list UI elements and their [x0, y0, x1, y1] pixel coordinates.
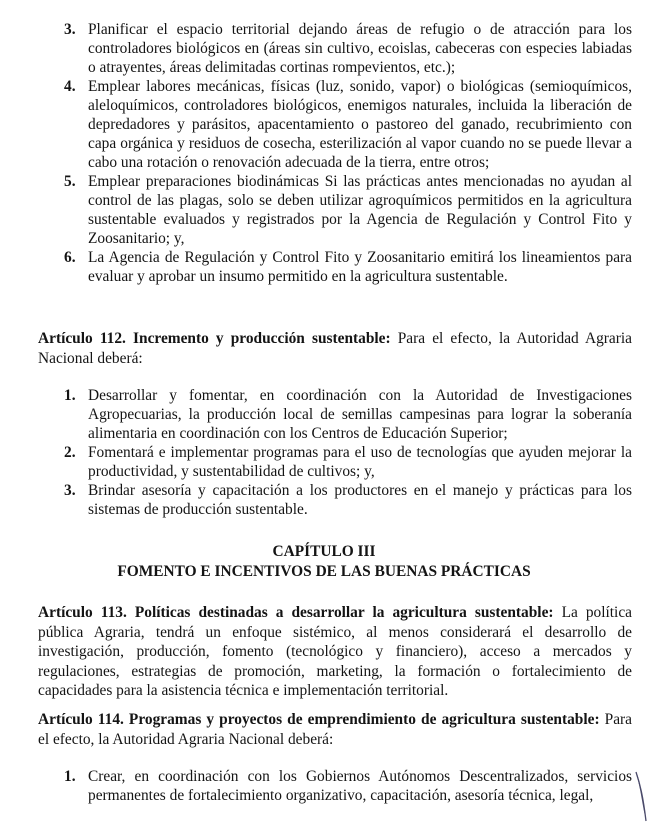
item-number: 6.: [64, 249, 76, 266]
item-number: 1.: [64, 387, 76, 404]
chapter-number: CAPÍTULO III: [272, 543, 376, 560]
item-number: 1.: [64, 768, 76, 785]
item-text: Planificar el espacio territorial dejando áreas de refugio o de atracción para los controladores biológicos en (áreas sin cultivo, ecoislas, cabeceras con especies labiadas o atrayentes, áreas delimitadas cortinas rompevientos, etc.);: [88, 21, 632, 76]
list-item: [40, 20, 632, 77]
list-item: [40, 77, 632, 172]
article-114-list: [40, 767, 632, 805]
list-item: [40, 767, 632, 805]
chapter-title: FOMENTO E INCENTIVOS DE LAS BUENAS PRÁCTICAS: [117, 563, 531, 580]
item-text: Crear, en coordinación con los Gobiernos Autónomos Descentralizados, servicios permanentes de fortalecimiento organizativo, capacitación, asesoría técnica, legal,: [88, 768, 632, 804]
article-heading: Artículo 112. Incremento y producción sustentable:: [38, 330, 391, 347]
list-item: [40, 386, 632, 443]
article-heading: Artículo 114. Programas y proyectos de emprendimiento de agricultura sustentable:: [38, 711, 600, 728]
article-text: La política pública Agraria, tendrá un enfoque sistémico, al menos considerará el desarrollo de investigación, producción, fomento (tecnológico y financiero), acceso a mercados y regulaciones, estrategias de promoción, marketing, la formación o fortalecimiento de capacidades para la asistencia técnica e implementación territorial.: [38, 604, 632, 699]
item-number: 3.: [64, 482, 76, 499]
handwritten-mark: [634, 770, 648, 823]
list-item: [40, 443, 632, 481]
article-text: Para el efecto, la Autoridad Agraria Nacional deberá:: [38, 330, 632, 367]
item-text: Brindar asesoría y capacitación a los productores en el manejo y prácticas para los sistemas de producción sustentable.: [88, 482, 632, 518]
item-text: La Agencia de Regulación y Control Fito y Zoosanitario emitirá los lineamientos para evaluar y aprobar un insumo permitido en la agricultura sustentable.: [88, 249, 632, 285]
list-item: [40, 172, 632, 248]
article-text: Para el efecto, la Autoridad Agraria Nacional deberá:: [38, 711, 632, 748]
item-text: Fomentará e implementar programas para el uso de tecnologías que ayuden mejorar la productividad, y sustentabilidad de cultivos; y,: [88, 444, 632, 480]
article-114-paragraph: [38, 710, 632, 749]
item-number: 5.: [64, 173, 76, 190]
article-112-list: [40, 386, 632, 519]
item-number: 3.: [64, 21, 76, 38]
list-item: [40, 248, 632, 286]
article-112-paragraph: [38, 329, 632, 368]
item-text: Emplear preparaciones biodinámicas Si las prácticas antes mencionadas no ayudan al control de las plagas, solo se deben utilizar agroquímicos permitidos en la agricultura sustentable evaluados y registrados por la Agencia de Regulación y Control Fito y Zoosanitario; y,: [88, 173, 632, 247]
item-number: 2.: [64, 444, 76, 461]
item-number: 4.: [64, 78, 76, 95]
article-113-paragraph: [38, 603, 632, 701]
article-heading: Artículo 113. Políticas destinadas a desarrollar la agricultura sustentable:: [38, 604, 554, 621]
item-text: Desarrollar y fomentar, en coordinación con la Autoridad de Investigaciones Agropecuarias, la producción local de semillas campesinas para lograr la soberanía alimentaria en coordinación con los Centros de Educación Superior;: [88, 387, 632, 442]
article-111-list: [40, 20, 632, 286]
item-text: Emplear labores mecánicas, físicas (luz, sonido, vapor) o biológicas (semioquímicos, aleloquímicos, controladores biológicos, enemigos naturales, incluida la liberación de depredadores y parásitos, apacentamiento o pastoreo del ganado, recubrimiento con capa orgánica y residuos de cosecha, esterilización al vapor cuando no se puede llevar a cabo una rotación o renovación adecuada de la tierra, entre otros;: [88, 78, 632, 171]
list-item: [40, 481, 632, 519]
